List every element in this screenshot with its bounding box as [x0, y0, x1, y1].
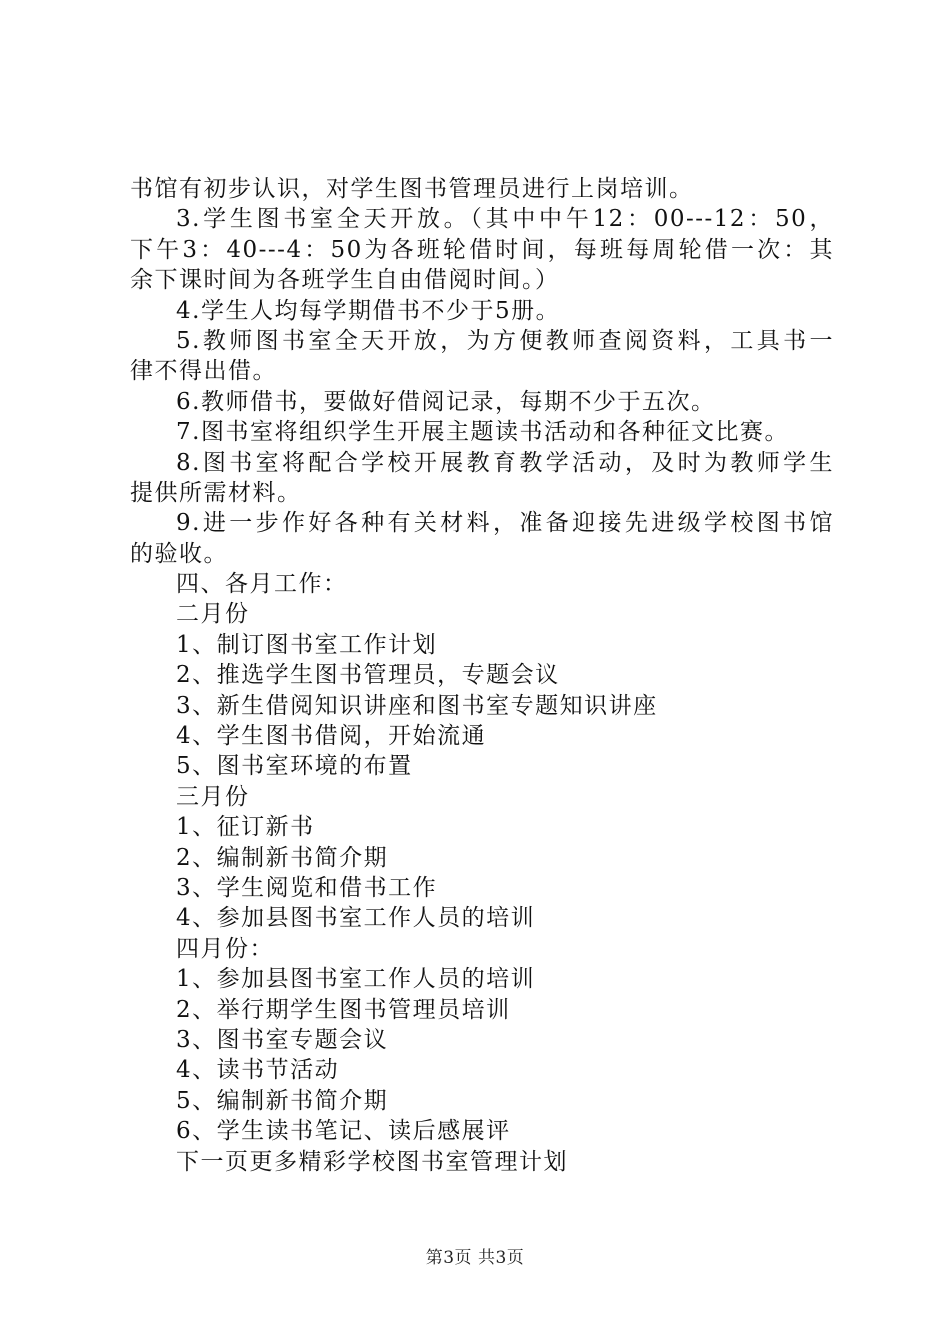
text-line: 3、新生借阅知识讲座和图书室专题知识讲座 [176, 692, 658, 719]
text-line: 5.教师图书室全天开放，为方便教师查阅资料，工具书一 [176, 327, 834, 354]
text-line: 3、图书室专题会议 [176, 1026, 389, 1053]
text-line: 1、制订图书室工作计划 [176, 631, 438, 658]
text-line: 2、编制新书简介期 [176, 844, 389, 871]
text-line: 余下课时间为各班学生自由借阅时间。） [130, 267, 560, 294]
text-line: 3、学生阅览和借书工作 [176, 874, 438, 901]
text-line: 4.学生人均每学期借书不少于5册。 [176, 297, 561, 324]
text-line: 2、推选学生图书管理员，专题会议 [176, 662, 560, 689]
text-line: 5、编制新书简介期 [176, 1087, 389, 1114]
text-line: 的验收。 [130, 540, 228, 567]
text-line: 9.进一步作好各种有关材料，准备迎接先进级学校图书馆 [176, 510, 834, 537]
text-line: 6.教师借书，要做好借阅记录，每期不少于五次。 [176, 388, 716, 415]
text-line: 5、图书室环境的布置 [176, 753, 413, 780]
text-line: 下一页更多精彩学校图书室管理计划 [176, 1148, 568, 1175]
text-line: 4、读书节活动 [176, 1057, 340, 1084]
text-line: 书馆有初步认识，对学生图书管理员进行上岗培训。 [130, 176, 694, 202]
text-line: 提供所需材料。 [130, 479, 302, 506]
text-line: 1、参加县图书室工作人员的培训 [176, 966, 536, 993]
text-line: 下午3：40---4：50为各班轮借时间，每班每周轮借一次：其 [130, 236, 834, 263]
text-line: 4、参加县图书室工作人员的培训 [176, 905, 536, 932]
text-line: 7.图书室将组织学生开展主题读书活动和各种征文比赛。 [176, 419, 789, 446]
text-line: 四、各月工作： [176, 571, 348, 598]
document-body [130, 174, 834, 1177]
text-line: 律不得出借。 [130, 358, 277, 385]
page-footer: 第3页 共3页 [425, 1248, 525, 1268]
text-line: 1、征订新书 [176, 814, 315, 841]
text-line: 6、学生读书笔记、读后感展评 [176, 1118, 511, 1145]
text-line: 三月份 [176, 783, 250, 810]
text-line: 4、学生图书借阅，开始流通 [176, 723, 487, 750]
text-line: 3.学生图书室全天开放。（其中中午12：00---12：50， [176, 206, 834, 233]
text-line: 8.图书室将配合学校开展教育教学活动，及时为教师学生 [176, 449, 834, 476]
text-line: 2、举行期学生图书管理员培训 [176, 996, 511, 1023]
text-line: 二月份 [176, 601, 250, 628]
text-line: 四月份： [176, 935, 274, 962]
